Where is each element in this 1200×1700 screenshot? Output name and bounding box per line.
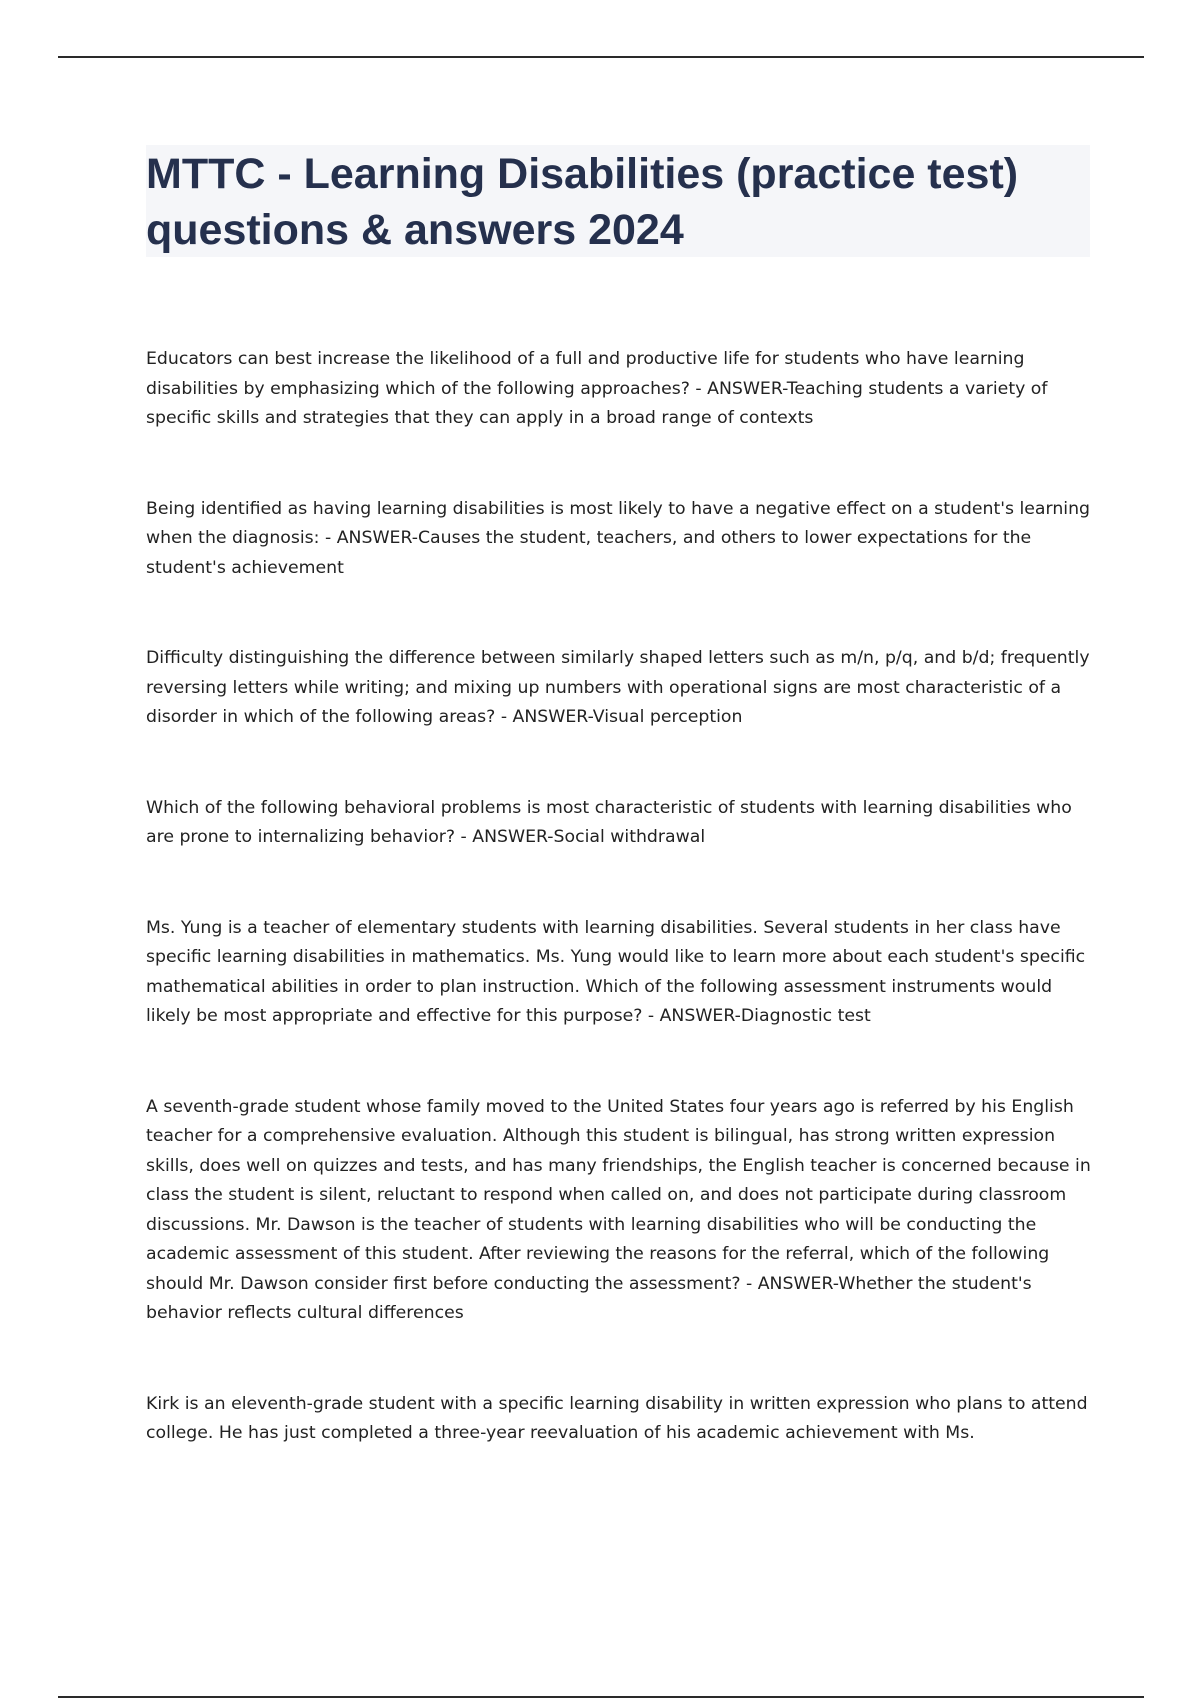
qa-item: Difficulty distinguishing the difference between similarly shaped letters such as m/n, p/q, and b/d; frequently reversing letters while writing; and mixing up numbers with operational signs are most characteristic of a disorder in which of the following areas? - ANSWER-Visual perception (146, 648, 1090, 727)
qa-list (146, 345, 1092, 1510)
qa-item: Which of the following behavioral problems is most characteristic of students with learning disabilities who are prone to internalizing behavior? - ANSWER-Social withdrawal (146, 797, 1072, 847)
qa-item: Being identified as having learning disabilities is most likely to have a negative effect on a student's learning when the diagnosis: - ANSWER-Causes the student, teachers, and others to lower expectations for the student's achievement (146, 498, 1090, 578)
bottom-rule (58, 1696, 1144, 1698)
qa-item: Kirk is an eleventh-grade student with a specific learning disability in written expression who plans to attend college. He has just completed a three-year reevaluation of his academic achievement with Ms. (146, 1393, 1088, 1443)
document-title: MTTC - Learning Disabilities (practice test) questions & answers 2024 (146, 150, 1019, 254)
qa-item: Educators can best increase the likelihood of a full and productive life for students who have learning disabilities by emphasizing which of the following approaches? - ANSWER-Teaching students a variety of specific skills and strategies that they can apply in a broad range of contexts (146, 349, 1048, 428)
top-rule (58, 56, 1144, 58)
qa-item: A seventh-grade student whose family moved to the United States four years ago is referred by his English teacher for a comprehensive evaluation. Although this student is bilingual, has strong written expression skills, does well on quizzes and tests, and has many friendships, the English teacher is concerned because in class the student is silent, reluctant to respond when called on, and does not participate during classroom discussions. Mr. Dawson is the teacher of students with learning disabilities who will be conducting the academic assessment of this student. After reviewing the reasons for the referral, which of the following should Mr. Dawson consider first before conducting the assessment? - ANSWER-Whether the student's behavior reflects cultural differences (146, 1096, 1091, 1323)
qa-item: Ms. Yung is a teacher of elementary students with learning disabilities. Several students in her class have specific learning disabilities in mathematics. Ms. Yung would like to learn more about each student's specific mathematical abilities in order to plan instruction. Which of the following assessment instruments would likely be most appropriate and effective for this purpose? - ANSWER-Diagnostic test (146, 917, 1086, 1026)
